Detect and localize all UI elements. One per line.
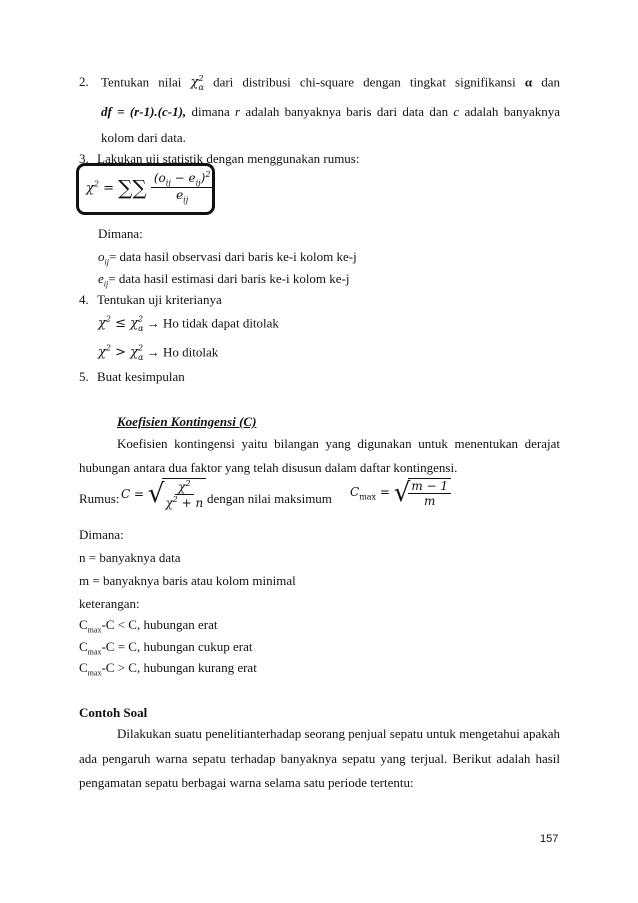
- page-number: 157: [540, 833, 559, 845]
- contingency-heading: Koefisien Kontingensi (C): [117, 414, 257, 429]
- item3-number: 3.: [79, 151, 89, 166]
- example-heading: Contoh Soal: [79, 705, 148, 720]
- example-line2: ada pengaruh warna sepatu terhadap banyaknya sepatu yang terjual. Berikut adalah hasil: [79, 751, 560, 766]
- df-formula: df = (r-1).(c-1),: [101, 104, 187, 119]
- item3-text: Lakukan uji statistik dengan menggunakan rumus:: [97, 151, 360, 166]
- item2-text-a: Tentukan nilai: [101, 74, 182, 90]
- item5-number: 5.: [79, 369, 89, 384]
- contingency-para-line1: Koefisien kontingensi yaitu bilangan yang digunakan untuk menentukan derajat: [117, 436, 560, 451]
- note-rule2: $C_{max}-C = C$, hubungan cukup erat: [79, 639, 253, 657]
- o-definition: $o_{ij}=$ data hasil observasi dari baris ke-i kolom ke-j: [98, 249, 357, 267]
- item2-line2-a: dimana: [191, 104, 230, 119]
- note-rule1: $C_{max}-C < C$, hubungan erat: [79, 617, 218, 635]
- chi-alpha-symbol: $\chi^2_\alpha$: [190, 74, 204, 92]
- e-definition: $e_{ij}=$ data hasil estimasi dari baris ke-i kolom ke-j: [98, 271, 350, 289]
- alpha-symbol: α: [524, 74, 533, 90]
- item2-line2-c: adalah banyaknya: [464, 104, 561, 119]
- c-variable: c: [453, 104, 460, 119]
- item3-where: Dimana:: [98, 226, 143, 241]
- max-value-text: dengan nilai maksimum: [207, 491, 332, 506]
- note-rule3: $C_{max}-C > C$, hubungan kurang erat: [79, 660, 257, 678]
- example-line3: pengamatan sepatu berbagai warna selama satu periode tertentu:: [79, 775, 414, 790]
- item2-text-c: dan: [541, 74, 561, 90]
- m-definition: m = banyaknya baris atau kolom minimal: [79, 573, 296, 588]
- contingency-where: Dimana:: [79, 527, 124, 542]
- criteria-rule1: $\chi^2 \le \chi^2_\alpha \to Ho$ tidak dapat ditolak: [98, 315, 279, 333]
- contingency-formula: C = √ $\frac{\chi^2}{\chi^2 + n}$: [121, 478, 206, 510]
- criteria-rule2: $\chi^2 > \chi^2_\alpha \to Ho$ ditolak: [98, 344, 219, 362]
- n-definition: n = banyaknya data: [79, 550, 181, 565]
- notes-label: keterangan:: [79, 596, 140, 611]
- item2-text-b: dari distribusi chi-square dengan tingkat signifikansi: [213, 74, 516, 90]
- chi-square-formula: $\chi^2$ = ∑∑ $\frac{(o_{ij} - e_{ij})^2}{e_{ij}}$: [86, 170, 213, 205]
- item2-line2: [101, 104, 560, 120]
- item4-text: Tentukan uji kriterianya: [97, 292, 222, 307]
- r-variable: r: [235, 104, 241, 119]
- example-line1: Dilakukan suatu penelitianterhadap seorang penjual sepatu untuk mengetahui apakah: [117, 726, 560, 741]
- item2-number: 2.: [79, 74, 89, 89]
- item2-line3: kolom dari data.: [101, 130, 186, 145]
- item2-line1: [101, 74, 560, 92]
- cmax-formula: $C_{max}$ = √ $\frac{m - 1}{m}$: [350, 478, 451, 508]
- item2-line2-b: adalah banyaknya baris dari data dan: [245, 104, 449, 119]
- item4-number: 4.: [79, 292, 89, 307]
- rumus-label: Rumus:: [79, 491, 120, 506]
- contingency-para-line2: hubungan antara dua faktor yang telah disusun dalam daftar kontingensi.: [79, 460, 458, 475]
- item5-text: Buat kesimpulan: [97, 369, 185, 384]
